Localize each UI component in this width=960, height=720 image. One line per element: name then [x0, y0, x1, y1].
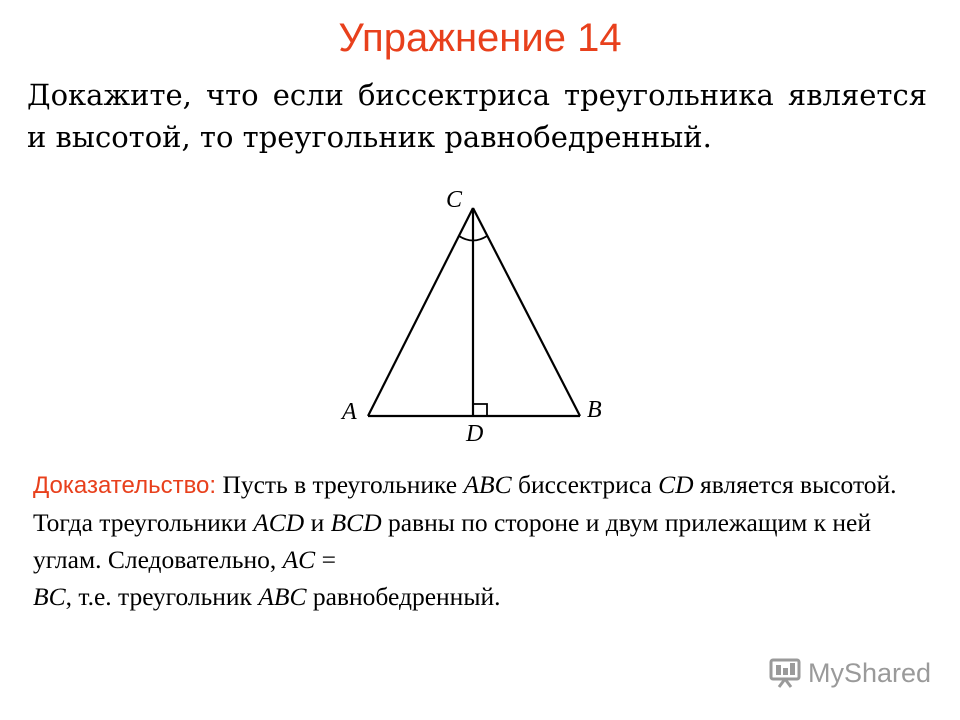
proof-abc-1: ABC	[463, 470, 512, 499]
proof-ac: AC	[282, 545, 316, 574]
proof-text-5: равны по стороне и двум прилежащим к ней углам. Следовательно,	[33, 508, 872, 574]
watermark-brand: MyShared	[808, 657, 932, 688]
right-angle-mark	[473, 404, 487, 416]
vertex-label-d: D	[466, 421, 484, 445]
presentation-board-icon	[768, 657, 802, 689]
side-ac	[368, 208, 473, 416]
proof-acd: ACD	[253, 508, 305, 537]
task-line-1: Докажите, что если биссектриса треугольника является	[27, 78, 927, 112]
proof-text-4: и	[304, 508, 331, 537]
task-line-2: и высотой, то треугольник равнобедренный.	[27, 120, 712, 154]
triangle-diagram	[330, 185, 630, 445]
proof-bcd: BCD	[330, 508, 382, 537]
proof-text	[33, 466, 903, 615]
proof-text-3: является высотой. Тогда треугольники	[33, 470, 897, 537]
proof-cd: CD	[658, 470, 694, 499]
vertex-label-a: A	[342, 399, 357, 425]
vertex-label-b: B	[587, 397, 602, 423]
proof-text-7: , т.е. треугольник	[65, 582, 259, 611]
proof-bc: BC	[33, 582, 66, 611]
proof-text-6: =	[315, 545, 336, 574]
vertex-label-c: C	[446, 187, 463, 213]
side-bc	[473, 208, 580, 416]
triangle-figure	[330, 185, 630, 445]
proof-label: Доказательство:	[33, 472, 217, 499]
watermark-logo	[768, 656, 931, 690]
proof-text-8: равнобедренный.	[306, 582, 501, 611]
proof-abc-2: ABC	[258, 582, 307, 611]
proof-text-2: биссектриса	[511, 470, 659, 499]
proof-text-1: Пусть в треугольнике	[216, 470, 464, 499]
task-statement	[27, 74, 927, 158]
page-title: Упражнение 14	[338, 16, 622, 60]
